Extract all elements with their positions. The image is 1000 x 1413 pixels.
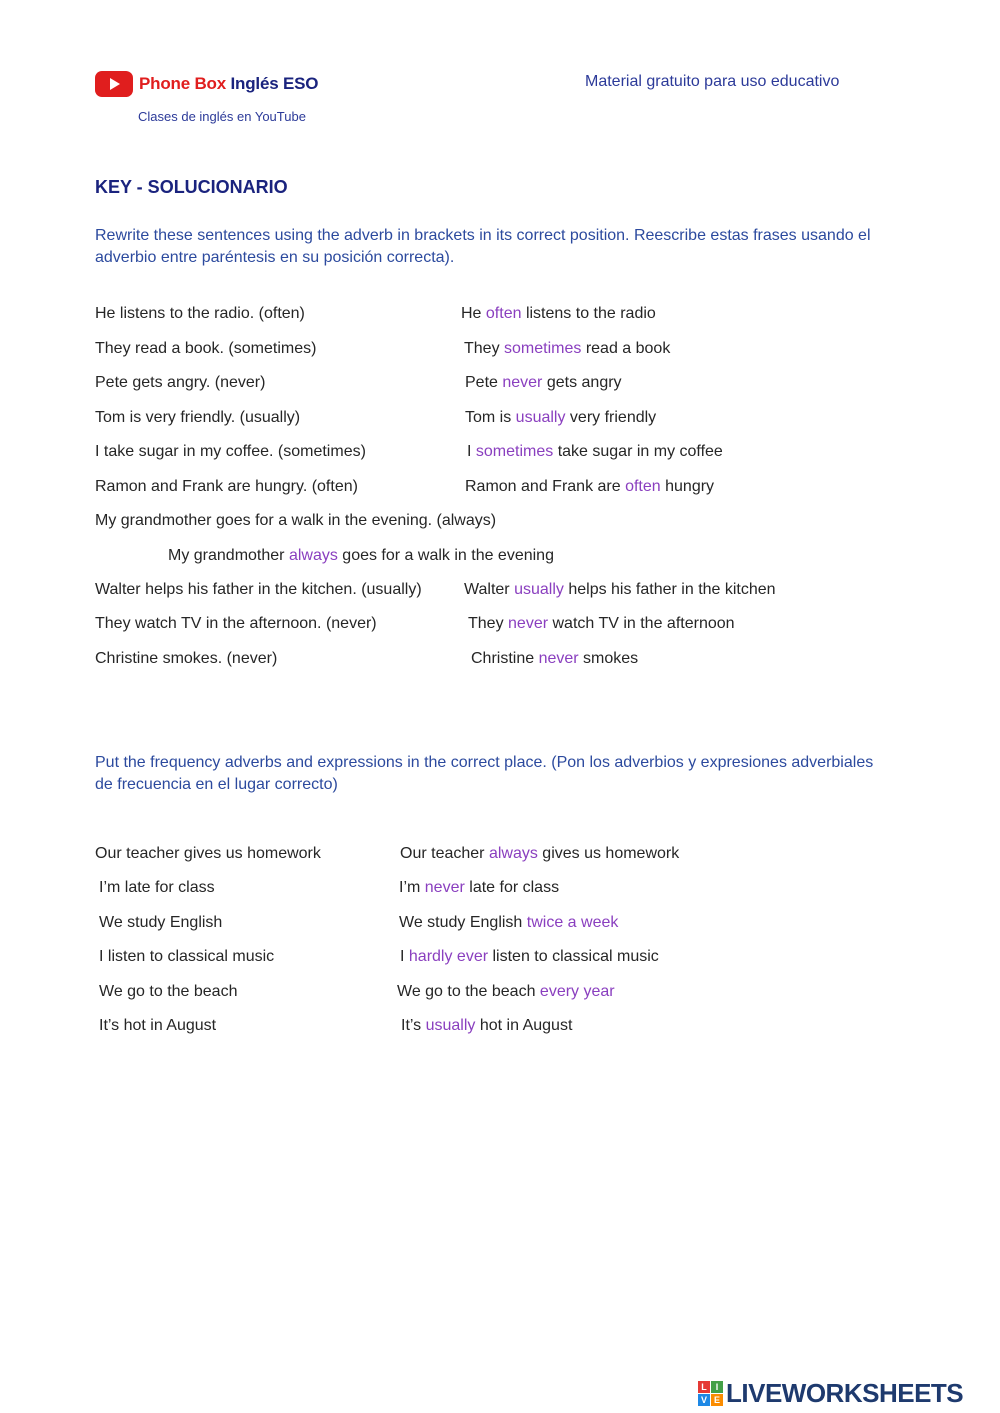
exercise-answer: I hardly ever listen to classical music: [400, 948, 659, 965]
answer-adverb: often: [625, 478, 661, 495]
answer-adverb: sometimes: [475, 443, 554, 460]
exercise-answer: Tom is usually very friendly: [465, 409, 657, 426]
answer-adverb: sometimes: [504, 340, 582, 357]
exercise-question: I’m late for class: [99, 879, 215, 896]
brand-logo: [95, 70, 318, 98]
exercise-question: My grandmother goes for a walk in the evening. (always): [95, 512, 497, 529]
exercise-question: Walter helps his father in the kitchen. (usually): [95, 581, 422, 598]
exercise-question: Ramon and Frank are hungry. (often): [95, 478, 358, 495]
answer-adverb: never: [538, 650, 579, 667]
answer-adverb: always: [288, 547, 338, 564]
exercise-question: Christine smokes. (never): [95, 650, 278, 667]
page-title: KEY - SOLUCIONARIO: [95, 177, 288, 197]
exercise-question: It’s hot in August: [99, 1017, 217, 1034]
liveworksheets-logo: [698, 1378, 963, 1409]
exercise-answer: Walter usually helps his father in the kitchen: [464, 581, 776, 598]
section1-instructions: Rewrite these sentences using the adverb in brackets in its correct position. Reescribe estas frases usando el adverbio entre paréntesis en su posición correcta).: [95, 227, 871, 266]
exercise-answer: Christine never smokes: [471, 650, 639, 667]
answer-adverb: every year: [539, 983, 615, 1000]
brand-subtitle: Clases de inglés en YouTube: [138, 109, 306, 124]
youtube-play-icon: [95, 70, 133, 98]
exercise-answer: I sometimes take sugar in my coffee: [467, 443, 723, 460]
exercise-answer: They never watch TV in the afternoon: [468, 615, 735, 632]
exercise-answer: Our teacher always gives us homework: [400, 845, 680, 862]
answer-adverb: never: [424, 879, 465, 896]
answer-adverb: hardly ever: [408, 948, 489, 965]
exercise-question: We go to the beach: [99, 983, 238, 1000]
exercise-answer: He often listens to the radio: [461, 305, 656, 322]
answer-adverb: often: [485, 305, 522, 322]
exercise-question: Tom is very friendly. (usually): [95, 409, 301, 426]
exercise-answer: We go to the beach every year: [397, 983, 615, 1000]
answer-adverb: never: [502, 374, 543, 391]
answer-adverb: always: [488, 845, 538, 862]
answer-adverb: usually: [425, 1017, 476, 1034]
exercise-answer: Pete never gets angry: [465, 374, 622, 391]
exercise-answer: My grandmother always goes for a walk in the evening: [168, 547, 554, 564]
exercise-question: Our teacher gives us homework: [95, 845, 321, 862]
exercise-question: I listen to classical music: [99, 948, 275, 965]
exercise-question: Pete gets angry. (never): [95, 374, 266, 391]
brand-name: [139, 74, 318, 94]
answer-adverb: usually: [514, 581, 564, 598]
exercise-question: I take sugar in my coffee. (sometimes): [95, 443, 366, 460]
section2-instructions: Put the frequency adverbs and expressions in the correct place. (Pon los adverbios y expresiones adverbiales de frecuencia en el lugar correcto): [95, 754, 874, 793]
answer-adverb: usually: [515, 409, 566, 426]
exercise-question: We study English: [99, 914, 223, 931]
liveworksheets-wordmark: LIVEWORKSHEETS: [726, 1378, 964, 1408]
header-notice: Material gratuito para uso educativo: [585, 73, 840, 90]
exercise-answer: I’m never late for class: [399, 879, 560, 896]
exercise-answer: They sometimes read a book: [464, 340, 671, 357]
answer-adverb: never: [508, 615, 549, 632]
exercise-answer: Ramon and Frank are often hungry: [465, 478, 715, 495]
exercise-answer: We study English twice a week: [399, 914, 619, 931]
exercise-question: They read a book. (sometimes): [95, 340, 317, 357]
brand-name-red: Phone Box: [139, 74, 226, 93]
exercise-answer: It’s usually hot in August: [401, 1017, 573, 1034]
exercise-question: They watch TV in the afternoon. (never): [95, 615, 377, 632]
liveworksheets-icon: L I V E: [698, 1381, 723, 1406]
answer-adverb: twice a week: [526, 914, 619, 931]
brand-name-blue: Inglés ESO: [230, 74, 319, 93]
exercise-question: He listens to the radio. (often): [95, 305, 305, 322]
